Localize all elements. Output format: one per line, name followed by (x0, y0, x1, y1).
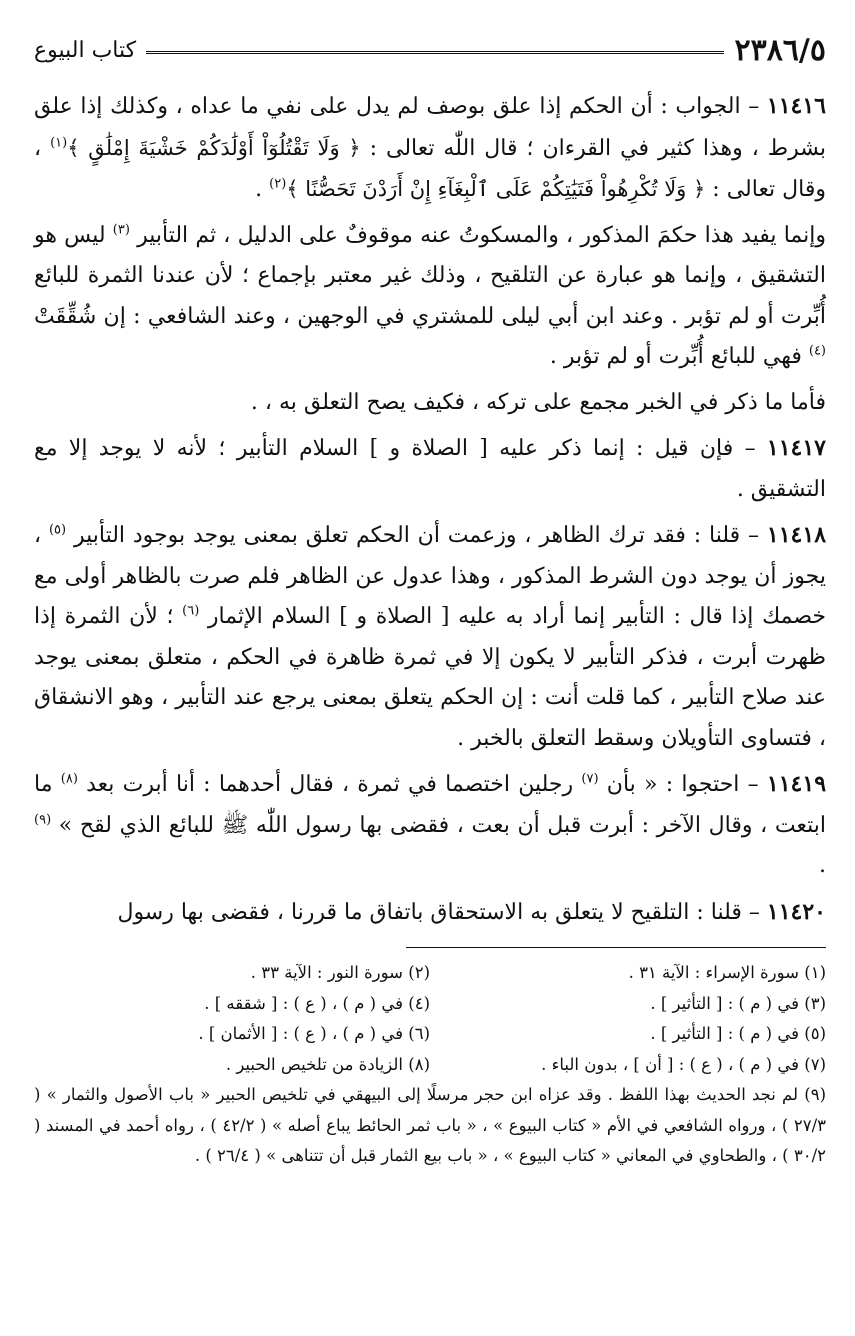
paragraph-text: – قلنا : التلقيح لا يتعلق به الاستحقاق باتفاق ما قررنا ، فقضى بها رسول (117, 899, 767, 925)
paragraph-text: فهي للبائع أُبِّرت أو لم تؤبر . (549, 344, 809, 369)
quran-verse: ﴿ وَلَا تَقْتُلُوٓاْ أَوْلَٰدَكُمْ خَشْيَةَ إِمْلَٰقٍ ﴾ (67, 135, 361, 160)
book-title: كتاب البيوع (34, 37, 137, 63)
footnote-row (34, 989, 826, 1020)
paragraph (34, 86, 826, 211)
footnote-ref: (٦) (182, 603, 200, 619)
paragraph-text: . (819, 853, 826, 878)
paragraph-number: ١١٤١٨ (766, 522, 827, 548)
paragraph-text: ، وقال تعالى : (34, 135, 826, 202)
paragraph-number: ١١٤٢٠ (766, 898, 826, 925)
footnote-row (34, 1019, 826, 1050)
footnotes (34, 958, 826, 1172)
footnote: (٧) في ( م ) ، ( ع ) : [ أن ] ، بدون الباء . (541, 1054, 826, 1074)
page (34, 30, 826, 1172)
paragraph (34, 383, 826, 424)
footnote: (١) سورة الإسراء : الآية ٣١ . (628, 963, 826, 982)
paragraph-number: ١١٤١٧ (766, 435, 826, 461)
paragraph-number: ١١٤١٩ (766, 771, 827, 797)
footnote-ref: (٣) (112, 222, 130, 238)
paragraph-text: ؛ لأن الثمرة إذا ظهرت أبرت ، فذكر التأبير لا يكون إلا في ثمرة ظاهرة في الحكم ، متعلق بمعنى يوجد عند صلاح التأبير ، كما قلت أنت : إن الحكم يتعلق بمعنى يرجع عند التأبير ، وهو الانشقاق ، فتساوى التأويلان وسقط التعلق بالخبر . (34, 604, 826, 751)
paragraph-text: وإنما يفيد هذا حكمَ المذكور ، والمسكوتُ عنه موقوفٌ على الدليل ، ثم التأبير (129, 222, 827, 248)
footnote-ref: (٨) (60, 771, 78, 787)
paragraph-text: – فإن قيل : إنما ذكر عليه [ الصلاة و ] السلام التأبير ؛ لأنه لا يوجد إلا مع التشقيق . (34, 436, 826, 502)
paragraph-text: ما ابتعت ، وقال الآخر : أبرت قبل أن بعت ، فقضى بها رسول اللّٰه ﷺ للبائع الذي لقح » (34, 772, 826, 838)
main-text (34, 86, 826, 933)
footnote-ref: (١) (50, 135, 68, 151)
footnote: (٤) في ( م ) ، ( ع ) : [ شققه ] . (204, 993, 430, 1013)
paragraph-text: ، يجوز أن يوجد دون الشرط المذكور ، وهذا عدول عن الظاهر فلم صرت بالظاهر أولى مع خصمك إذا قال : التأبير إنما أراد به عليه [ الصلاة و ] السلام الإثمار (34, 523, 827, 629)
paragraph-text: . (255, 177, 270, 202)
footnote: (٣) في ( م ) : [ التأثير ] . (650, 993, 826, 1013)
paragraph (34, 515, 826, 759)
paragraph (34, 216, 826, 378)
footnote-9: (٩) لم نجد الحديث بهذا اللفظ . وقد عزاه ابن حجر مرسلًا إلى البيهقي في تلخيص الحبير « باب الأصول والثمار » ( ٢٧/٣ ) ، ورواه الشافعي في الأم « كتاب البيوع » ، « باب ثمر الحائط يباع أصله » ( ٤٢/٢ ) ، رواه أحمد في المسند ( ٣٠/٢ ) ، والطحاوي في المعاني « كتاب البيوع » ، « باب بيع الثمار قبل أن تتناهى » ( ٢٦/٤ ) . (34, 1085, 827, 1165)
footnote-row (34, 958, 826, 989)
footnote: (٢) سورة النور : الآية ٣٣ . (250, 963, 430, 982)
footnote-divider (406, 947, 826, 948)
paragraph (34, 764, 826, 887)
paragraph-text: رجلين اختصما في ثمرة ، فقال أحدهما : أنا أبرت بعد (77, 772, 582, 797)
footnote-ref: (٥) (48, 522, 67, 538)
paragraph-text: ليس هو التشقيق ، وإنما هو عبارة عن التلقيح ، وذلك غير معتبر بإجماع ؛ لأن عندنا الثمرة للبائع أُبِّرت أو لم تؤبر . وعند ابن أبي ليلى للمشتري في الوجهين ، وعند الشافعي : إن شُقِّقَتْ (34, 222, 826, 329)
paragraph-text: – الجواب : أن الحكم إذا علق بوصف لم يدل على نفي ما عداه ، وكذلك إذا علق بشرط ، وهذا كثير في القرءان ؛ قال اللّٰه تعالى : (34, 94, 827, 161)
footnote-ref: (٩) (34, 812, 52, 828)
paragraph-text: – قلنا : فقد ترك الظاهر ، وزعمت أن الحكم تعلق بمعنى يوجد بوجود التأبير (66, 523, 767, 548)
footnote-row (34, 1050, 826, 1081)
paragraph (34, 428, 826, 510)
header-rule (146, 51, 724, 54)
page-number: ٢٣٨٦/٥ (734, 32, 826, 68)
footnote: (٨) الزيادة من تلخيص الحبير . (225, 1054, 430, 1074)
paragraph-text: فأما ما ذكر في الخبر مجمع على تركه ، فكيف يصح التعلق به ، . (250, 389, 826, 415)
paragraph-number: ١١٤١٦ (766, 93, 826, 119)
page-header (34, 30, 826, 70)
footnote-ref: (٤) (808, 343, 826, 359)
footnote: (٦) في ( م ) ، ( ع ) : [ الأثمان ] . (198, 1024, 430, 1043)
quran-verse: ﴿ وَلَا تُكْرِهُواْ فَتَيَٰتِكُمْ عَلَى ٱلْبِغَآءِ إِنْ أَرَدْنَ تَحَصُّنًا ﴾ (286, 177, 706, 201)
paragraph (34, 892, 826, 934)
footnote-ref: (٧) (581, 771, 599, 787)
paragraph-text: – احتجوا : « بأن (598, 772, 767, 797)
footnote-ref: (٢) (269, 176, 287, 192)
footnote: (٥) في ( م ) : [ التأثير ] . (650, 1024, 826, 1043)
